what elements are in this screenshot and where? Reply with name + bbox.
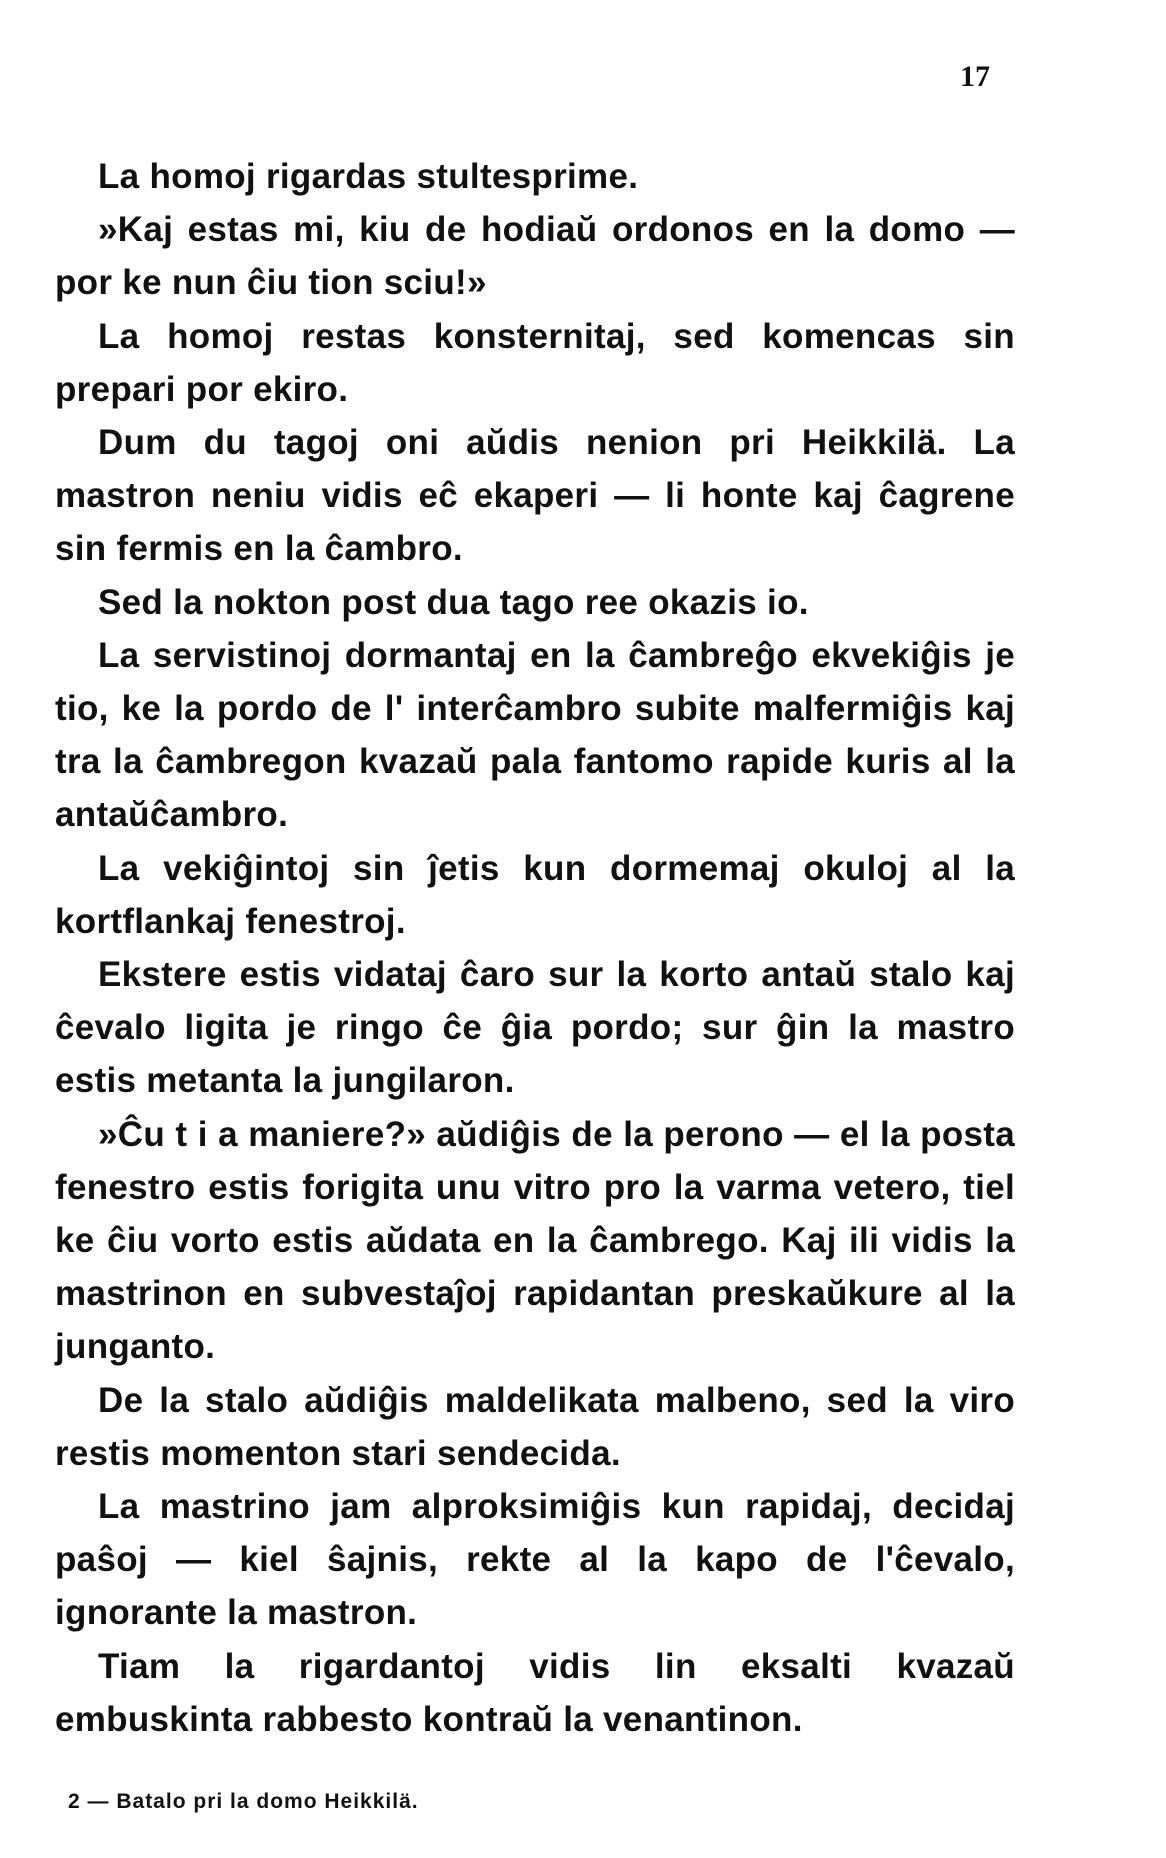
paragraph: La homoj rigardas stultesprime. (98, 157, 639, 196)
paragraph: »Kaj estas mi, kiu de hodiaŭ ordonos en la domo — por ke nun ĉiu tion sciu!» (55, 210, 1015, 303)
paragraph: La mastrino jam alproksimiĝis kun rapidaj, decidaj paŝoj — kiel ŝajnis, rekte al la kapo de l'ĉevalo, ignorante la mastron. (55, 1487, 1015, 1633)
paragraph: La homoj restas konsternitaj, sed komencas sin prepari por ekiro. (55, 316, 1015, 409)
body-text (55, 150, 1015, 1746)
paragraph: Tiam la rigardantoj vidis lin eksalti kvazaŭ embuskinta rabbesto kontraŭ la venantinon. (55, 1646, 1015, 1739)
paragraph: Ekstere estis vidataj ĉaro sur la korto antaŭ stalo kaj ĉevalo ligita je ringo ĉe ĝia pordo; sur ĝin la mastro estis metanta la jungilaron. (55, 955, 1015, 1101)
signature-footer: 2 — Batalo pri la domo Heikkilä. (68, 1790, 419, 1813)
paragraph: Sed la nokton post dua tago ree okazis io. (98, 582, 809, 622)
paragraph: De la stalo aŭdiĝis maldelikata malbeno, sed la viro restis momenton stari sendecida. (55, 1380, 1015, 1473)
paragraph: »Ĉu t i a maniere?» aŭdiĝis de la perono — el la posta fenestro estis forigita unu vitro pro la varma vetero, tiel ke ĉiu vorto estis aŭdata en la ĉambrego. Kaj ili vidis la mastrinon en subvestaĵoj rapidantan preskaŭkure al la junganto. (55, 1114, 1015, 1367)
paragraph: La vekiĝintoj sin ĵetis kun dormemaj okuloj al la kortflankaj fenestroj. (55, 848, 1015, 941)
page-number: 17 (960, 60, 990, 93)
paragraph: La servistinoj dormantaj en la ĉambreĝo ekvekiĝis je tio, ke la pordo de l' interĉambro subite malfermiĝis kaj tra la ĉambregon kvazaŭ pala fantomo rapide kuris al la antaŭĉambro. (55, 635, 1015, 835)
paragraph: Dum du tagoj oni aŭdis nenion pri Heikkilä. La mastron neniu vidis eĉ ekaperi — li honte kaj ĉagrene sin fermis en la ĉambro. (55, 423, 1015, 569)
